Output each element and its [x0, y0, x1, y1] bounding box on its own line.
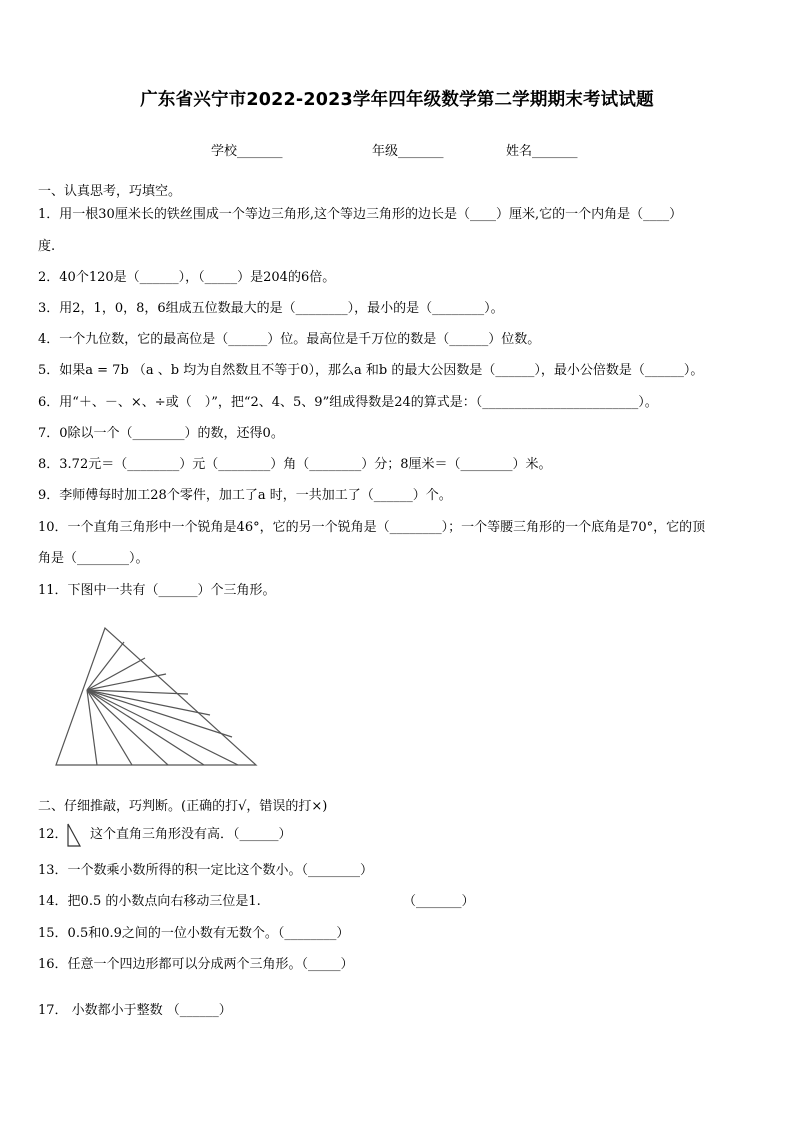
question-10: 10．一个直角三角形中一个锐角是46°，它的另一个锐角是（________）；一个等腰三角形的一个底角是70°，它的顶 — [38, 520, 706, 535]
question-13: 13．一个数乘小数所得的积一定比这个数小。（________） — [38, 863, 374, 878]
question-5: 5．如果a = 7b （a 、b 均为自然数且不等于0），那么a 和b 的最大公因数是（______），最小公倍数是（______）。 — [38, 363, 704, 378]
cevian-line — [87, 690, 97, 765]
question-7: 7．0除以一个（________）的数，还得0。 — [38, 426, 284, 441]
cevian-line — [87, 674, 166, 690]
question-9: 9．李师傅每时加工28个零件，加工了a 时，一共加工了（______）个。 — [38, 488, 452, 503]
question-16: 16．任意一个四边形都可以分成两个三角形。（_____） — [38, 957, 354, 972]
cevian-line — [87, 690, 168, 765]
question-1-cont: 度. — [38, 239, 56, 254]
grade-field: 年级_______ — [372, 144, 444, 159]
question-1: 1．用一根30厘米长的铁丝围成一个等边三角形,这个等边三角形的边长是（____）厘米,它的一个内角是（____） — [38, 207, 683, 222]
cevian-line — [87, 642, 124, 690]
cevian-line — [87, 658, 145, 690]
triangle-figure — [50, 622, 260, 770]
question-17: 17． 小数都小于整数 （______） — [38, 1003, 232, 1018]
question-15: 15．0.5和0.9之间的一位小数有无数个。（________） — [38, 926, 350, 941]
cevian-line — [87, 690, 232, 737]
question-4: 4．一个九位数，它的最高位是（______）位。最高位是千万位的数是（______）位数。 — [38, 332, 541, 347]
school-field: 学校_______ — [211, 144, 283, 159]
section-2-heading: 二、仔细推敲，巧判断。(正确的打√，错误的打×) — [38, 799, 328, 814]
question-2: 2．40个120是（______），（_____）是204的6倍。 — [38, 270, 336, 285]
question-12-number: 12． — [38, 827, 68, 842]
name-field: 姓名_______ — [506, 144, 578, 159]
question-3: 3．用2，1，0，8，6组成五位数最大的是（________），最小的是（________）。 — [38, 301, 504, 316]
question-6: 6．用“＋、－、×、÷或（ ）”，把“2、4、5、9”组成得数是24的算式是：（________________________）。 — [38, 395, 658, 410]
page-title: 广东省兴宁市2022-2023学年四年级数学第二学期期末考试试题 — [140, 90, 654, 110]
question-12: 这个直角三角形没有高．（______） — [90, 827, 292, 842]
question-8: 8．3.72元＝（________）元（________）角（________）分；8厘米＝（________）米。 — [38, 457, 552, 472]
question-11: 11．下图中一共有（______）个三角形。 — [38, 583, 276, 598]
question-14-answer: （_______） — [403, 894, 475, 909]
section-1-heading: 一、认真思考，巧填空。 — [38, 184, 182, 199]
question-10-cont: 角是（________）。 — [38, 551, 149, 566]
question-14: 14．把0.5 的小数点向右移动三位是1. — [38, 894, 261, 909]
right-triangle-icon — [66, 822, 82, 848]
outer-triangle — [56, 628, 256, 765]
